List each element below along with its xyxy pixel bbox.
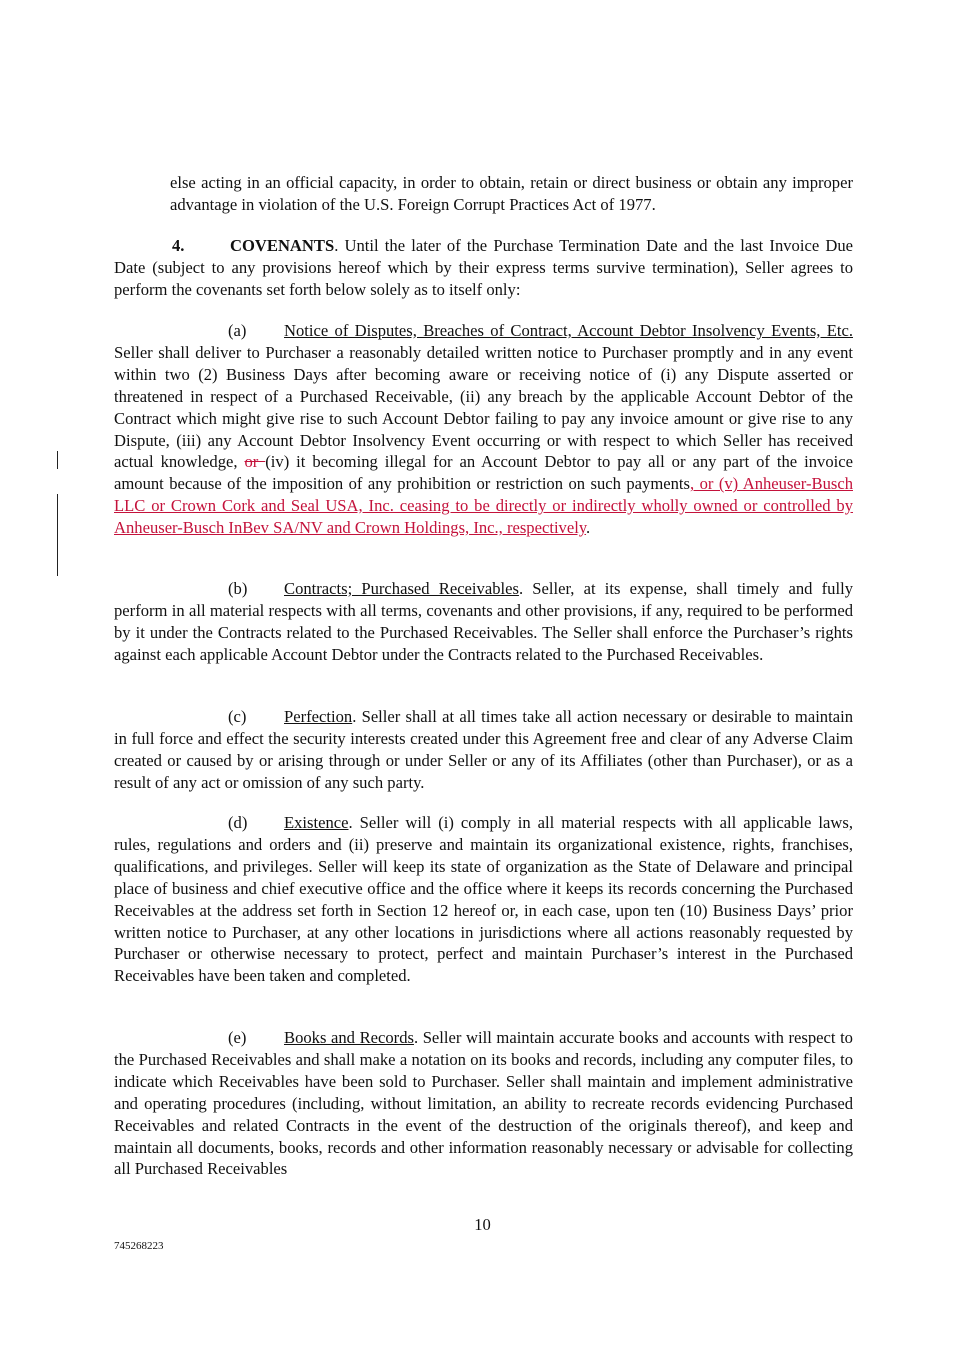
item-heading-c: Perfection <box>284 707 353 726</box>
item-heading-d: Existence <box>284 813 349 832</box>
item-label-a: (a) <box>228 321 247 340</box>
item-heading-a: Notice of Disputes, Breaches of Contract, Account Debtor Insolvency Events, Etc. <box>284 321 853 340</box>
covenant-e-paragraph: (e) Books and Records. Seller will maintain accurate books and accounts with respect to the Purchased Receivables and shall make a notation on its books and records, including any computer files, to indicate which Receivables have been sold to Purchaser. Seller shall maintain and implement administrative and operating procedures (including, without limitation, an ability to recreate records evidencing Purchased Receivables and related Contracts in the event of the destruction of the originals thereof), and keep and maintain all documents, books, records and other information reasonably necessary or advisable for collecting all Purchased Receivables <box>114 1028 853 1179</box>
document-id: 745268223 <box>114 1240 164 1252</box>
covenant-c-paragraph: (c) Perfection. Seller shall at all times take all action necessary or desirable to maintain in full force and effect the security interests created under this Agreement free and clear of any Adverse Claim created or caused by or arising through or under Seller or any of its Affiliates (other than Purchaser), or as a result of any act or omission of any such party. <box>114 707 853 792</box>
section-number: 4. <box>172 236 185 255</box>
item-label-b: (b) <box>228 579 248 598</box>
deleted-text: or <box>244 452 266 472</box>
intro-paragraph: else acting in an official capacity, in order to obtain, retain or direct business or obtain any improper advantage in violation of the U.S. Foreign Corrupt Practices Act of 1977. <box>170 173 853 214</box>
item-heading-e: Books and Records <box>284 1028 414 1047</box>
covenant-d-paragraph: (d) Existence. Seller will (i) comply in all material respects with all applicable laws, rules, regulations and orders and (ii) preserve and maintain its organizational existence, rights, franchises, qualifications, and privileges. Seller will keep its state of organization as the State of Delaware and principal place of business and chief executive office and the office where it keeps its records concerning the Purchased Receivables at the address set forth in Section 12 hereof or, in each case, upon ten (10) Business Days’ prior written notice to Purchaser, at any other locations in jurisdictions where all actions reasonably requested by Purchaser or otherwise necessary to protect, perfect and maintain Purchaser’s interest in the Purchased Receivables have been taken and completed. <box>114 813 853 986</box>
section-4-paragraph: 4. COVENANTS. Until the later of the Purchase Termination Date and the last Invoice Due Date (subject to any provisions hereof which by their express terms survive termination), Seller agrees to perform the covenants set forth below solely as to itself only: <box>114 236 853 299</box>
item-label-c: (c) <box>228 707 247 726</box>
item-heading-b: Contracts; Purchased Receivables <box>284 579 519 598</box>
covenant-b-paragraph: (b) Contracts; Purchased Receivables. Seller, at its expense, shall timely and fully perform in all material respects with all terms, covenants and other provisions, if any, required to be performed by it under the Contracts related to the Purchased Receivables. The Seller shall enforce the Purchaser’s rights against each applicable Account Debtor under the Contracts related to the Purchased Receivables. <box>114 579 853 664</box>
page-number: 10 <box>474 1215 491 1234</box>
section-title: COVENANTS <box>230 236 335 255</box>
covenant-a-paragraph: (a) Notice of Disputes, Breaches of Contract, Account Debtor Insolvency Events, Etc. Seller shall deliver to Purchaser a reasonably detailed written notice to Purchaser promptly and in any event within two (2) Business Days after becoming aware or receiving notice of (i) any Dispute asserted or threatened in respect of a Purchased Receivable, (ii) any breach by the applicable Account Debtor of the Contract which might give rise to such Account Debtor failing to pay any invoice amount or give rise to any Dispute, (iii) any Account Debtor Insolvency Event occurring or with respect to which Seller has received actual knowledge, or (iv) it becoming illegal for an Account Debtor to pay all or any part of the invoice amount because of the imposition of any prohibition or restriction on such payments, or (v) Anheuser-Busch LLC or Crown Cork and Seal USA, Inc. ceasing to be directly or indirectly wholly owned or controlled by Anheuser-Busch InBev SA/NV and Crown Holdings, Inc., respectively. <box>114 321 853 538</box>
revision-bar <box>57 494 58 576</box>
item-label-e: (e) <box>228 1028 247 1047</box>
item-label-d: (d) <box>228 813 248 832</box>
inserted-text: , or (v) Anheuser-Busch LLC or Crown Cork and Seal USA, Inc. ceasing to be directly or indirectly wholly owned or controlled by Anheuser-Busch InBev SA/NV and Crown Holdings, Inc., respectively <box>114 474 853 538</box>
revision-bar <box>57 451 58 469</box>
